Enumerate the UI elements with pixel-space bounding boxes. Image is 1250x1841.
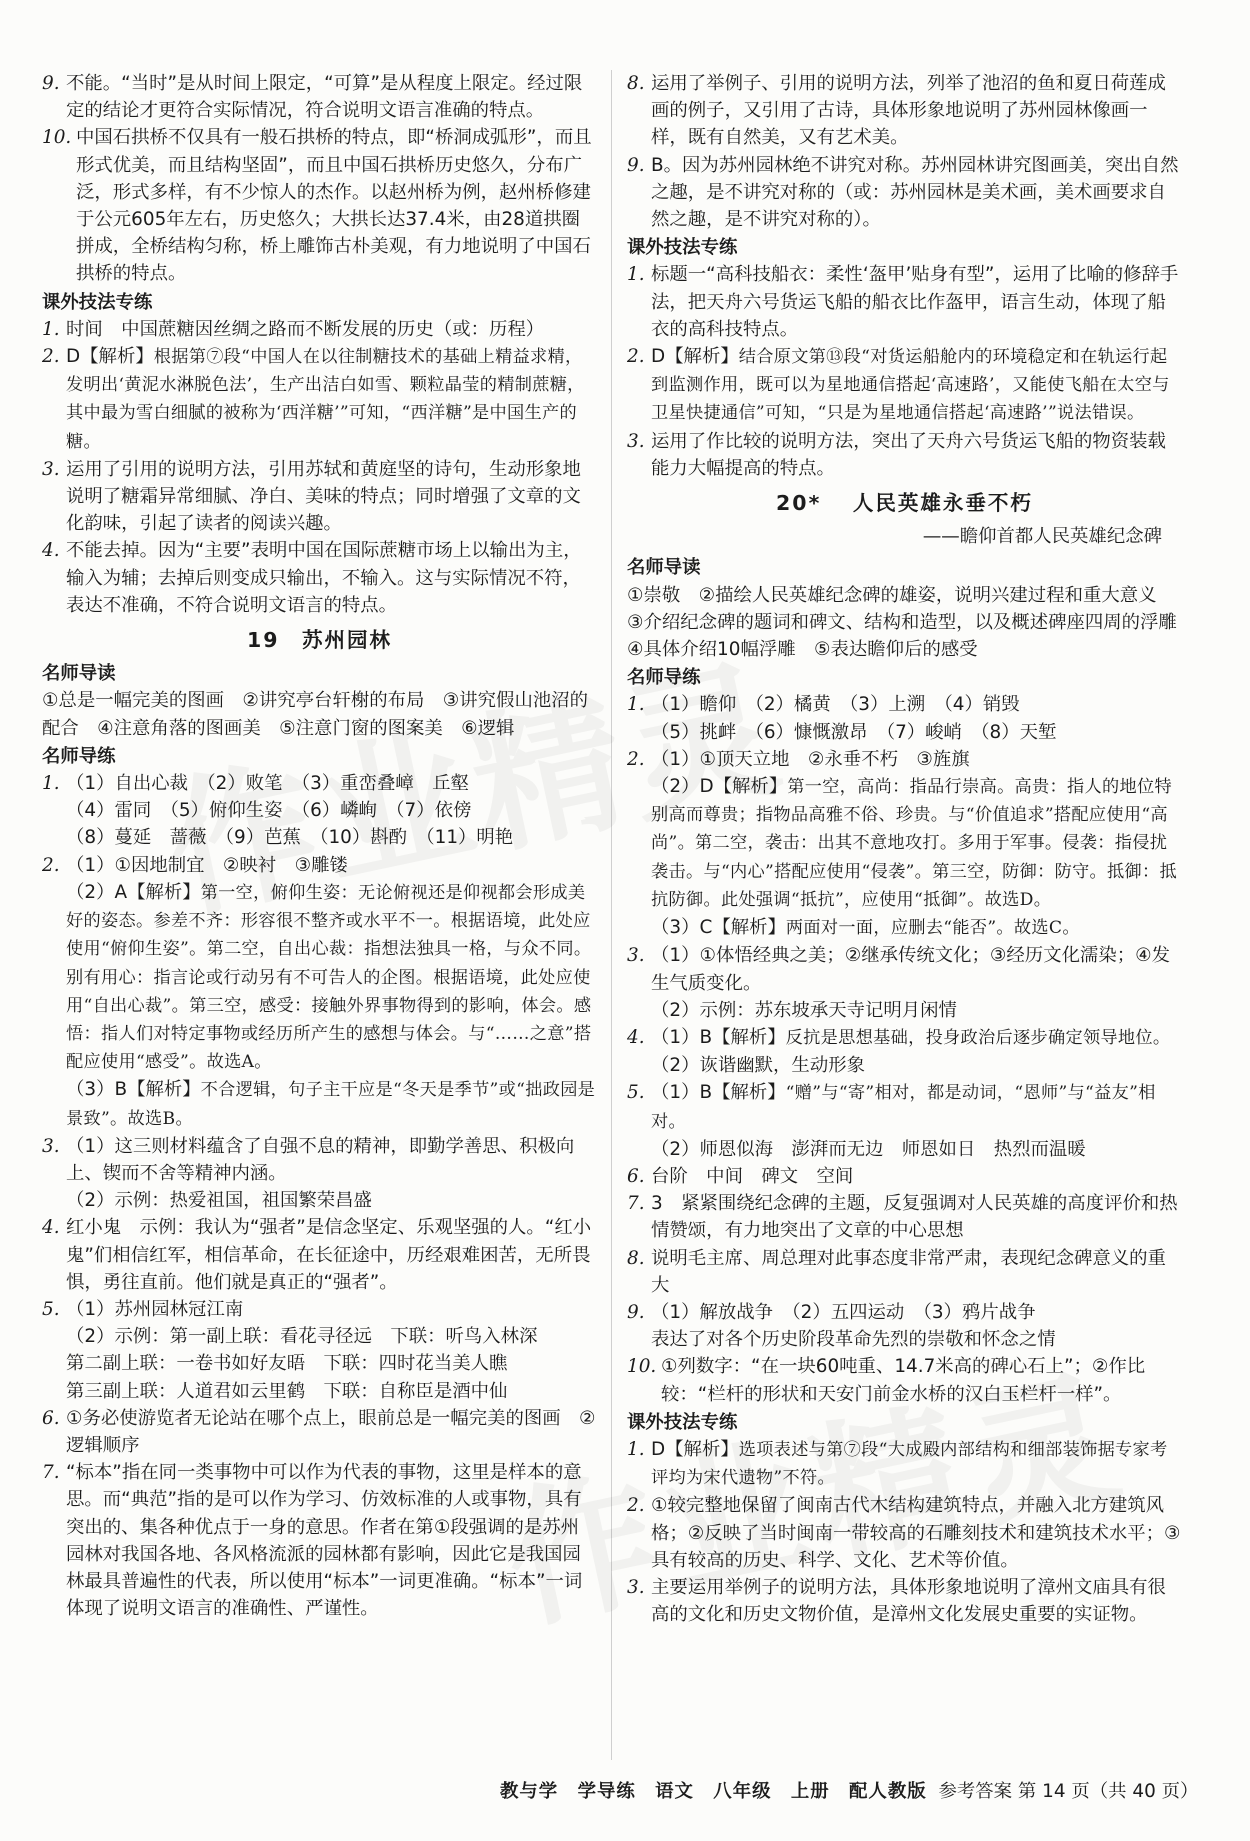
- answer-item: [627, 70, 1182, 152]
- answer-lead: （1）B【解析】: [651, 1026, 786, 1048]
- answer-text: [651, 261, 1182, 343]
- item-number: 9.: [42, 73, 60, 94]
- answer-page: [42, 70, 1208, 1760]
- answer-item: [627, 1436, 1182, 1492]
- answer-text: [651, 152, 1182, 234]
- answer-lead: D【解析】: [651, 1438, 739, 1460]
- answer-item: [42, 1133, 597, 1187]
- explanation-text: 两面对一面，应删去“能否”。故选C。: [785, 918, 1080, 939]
- answer-item: [627, 746, 1182, 773]
- answer-item: [627, 261, 1182, 343]
- item-number: 2.: [627, 748, 645, 770]
- answer-item: [627, 1024, 1182, 1052]
- answer-text: [76, 124, 597, 287]
- answer-item: [42, 316, 597, 343]
- answer-item: [42, 1405, 597, 1459]
- answer-lead: ①崇敬 ②描绘人民英雄纪念碑的雄姿，说明兴建过程和重大意义 ③介绍纪念碑的题词和碑文、结构和造型，以及概述碑座四周的浮雕 ④具体介绍10幅浮雕 ⑤表达瞻仰后的感受: [627, 584, 1196, 661]
- answer-text: [651, 691, 1182, 718]
- answer-text: [66, 456, 597, 538]
- answer-item: [42, 70, 597, 124]
- answer-lead: （1）苏州园林冠江南: [66, 1298, 244, 1320]
- explanation-text: 反抗是思想基础，投身政治后逐步确定领导地位。: [785, 1027, 1171, 1048]
- answer-lead: （1）①因地制宜 ②映衬 ③雕镂: [66, 854, 348, 876]
- answer-item: [627, 942, 1182, 996]
- item-number: 7.: [627, 1193, 645, 1215]
- item-number: 3.: [627, 945, 645, 967]
- sub-answer: [42, 1187, 597, 1214]
- section-heading: 名师导练: [42, 745, 116, 767]
- left-column: [42, 70, 597, 1622]
- answer-lead: 运用了引用的说明方法，引用苏轼和黄庭坚的诗句，生动形象地说明了糖霜异常细腻、净白、美味的特点；同时增强了文章的文化韵味，引起了读者的阅读兴趣。: [66, 458, 581, 535]
- sub-answer-text: （8）蔓延 蔷薇 （9）芭蕉 （10）斟酌 （11）明艳: [66, 827, 514, 849]
- answer-text: [651, 1163, 1182, 1190]
- item-number: 1.: [627, 694, 645, 716]
- answer-text: [66, 316, 597, 343]
- section-heading: 课外技法专练: [627, 1411, 738, 1433]
- answer-text: [651, 70, 1182, 152]
- answer-lead: 台阶 中间 碑文 空间: [651, 1165, 854, 1187]
- answer-text: [66, 1214, 597, 1296]
- sub-answer-text: （3）B【解析】: [66, 1079, 201, 1101]
- item-number: 10.: [42, 127, 72, 149]
- answer-text: [651, 1436, 1182, 1492]
- sub-answer: [42, 1350, 597, 1377]
- item-number: 8.: [627, 1247, 645, 1269]
- sub-answer: [42, 1323, 597, 1350]
- answer-item: [42, 456, 597, 538]
- answer-text: [66, 1405, 597, 1459]
- answer-lead: 中国石拱桥不仅具有一般石拱桥的特点，即“桥洞成弧形”，而且形式优美，而且结构坚固”，而且中国石拱桥历史悠久，分布广泛，形式多样，有不少惊人的杰作。以赵州桥为例，赵州桥修建于公元605年左右，历史悠久；大拱长达37.4米，由28道拱圈拼成，全桥结构匀称，桥上雕饰古朴美观，有力地说明了中国石拱桥的特点。: [76, 127, 592, 285]
- explanation-text: 第一空，高尚：指品行崇高。高贵：指人的地位特别高而尊贵；指物品高雅不俗、珍贵。与“价值追求”搭配应使用“高尚”。第二空，袭击：出其不意地攻打。多用于军事。侵袭：指侵扰袭击。与“内心”搭配应使用“侵袭”。第三空，防御：防守。抵御：抵抗防御。此处强调“抵抗”，应使用“抵御”。故选D。: [651, 777, 1177, 910]
- item-number: 2.: [42, 854, 60, 876]
- answer-text: [42, 687, 597, 741]
- explanation-text: 不合逻辑，句子主干应是“冬天是季节”或“拙政园是景致”。故选B。: [66, 1080, 596, 1129]
- sub-answer: [42, 1076, 597, 1132]
- sub-answer-text: 第二副上联：一卷书如好友晤 下联：四时花当美人瞧: [66, 1353, 508, 1375]
- sub-answer-text: 表达了对各个历史阶段革命先烈的崇敬和怀念之情: [651, 1329, 1056, 1351]
- item-number: 4.: [42, 1217, 60, 1239]
- right-column: [627, 70, 1196, 1628]
- answer-text: [66, 1133, 597, 1187]
- sub-answer: [627, 773, 1182, 914]
- sub-answer-text: （2）师恩似海 澎湃而无边 师恩如日 热烈而温暖: [651, 1138, 1086, 1160]
- section-heading: 课外技法专练: [42, 291, 153, 313]
- explanation-text: 根据第⑦段“中国人在以往制糖技术的基础上精益求精，发明出‘黄泥水淋脱色法’，生产出洁白如雪、颗粒晶莹的精制蔗糖，其中最为雪白细腻的被称为‘西洋糖’”可知，“西洋糖”是中国生产的糖。: [66, 347, 585, 452]
- item-number: 2.: [42, 346, 60, 368]
- answer-item: [627, 1190, 1182, 1244]
- answer-item: [627, 1245, 1182, 1299]
- answer-item: [627, 343, 1182, 428]
- answer-lead: 不能。“当时”是从时间上限定，“可算”是从程度上限定。经过限定的结论才更符合实际情况，符合说明文语言准确的特点。: [66, 73, 583, 122]
- answer-text: [661, 1353, 1182, 1407]
- answer-item: [627, 1299, 1182, 1326]
- item-number: 3.: [42, 1135, 60, 1157]
- sub-answer-text: （2）示例：苏东坡承天寺记明月闲情: [651, 999, 957, 1021]
- answer-lead: （1）自出心裁 （2）败笔 （3）重峦叠嶂 丘壑: [66, 773, 469, 795]
- answer-text: [651, 1024, 1182, 1052]
- explanation-text: 选项表述与第⑦段“大成殿内部结构和细部装饰据专家考评均为宋代遗物”不符。: [651, 1439, 1168, 1489]
- answer-lead: ①较完整地保留了闽南古代木结构建筑特点，并融入北方建筑风格；②反映了当时闽南一带较高的石雕刻技术和建筑技术水平；③具有较高的历史、科学、文化、艺术等价值。: [651, 1495, 1181, 1571]
- item-number: 10.: [627, 1356, 657, 1378]
- sub-answer-text: （2）示例：第一副上联：看花寻径远 下联：听鸟入林深: [66, 1326, 538, 1348]
- answer-text: [651, 1574, 1182, 1628]
- sub-answer-text: （4）雷同 （5）俯仰生姿 （6）嶙峋 （7）依傍: [66, 800, 472, 822]
- answer-lead: 说明毛主席、周总理对此事态度非常严肃，表现纪念碑意义的重大: [651, 1247, 1166, 1296]
- answer-item: [42, 343, 597, 456]
- answer-text: [627, 582, 1196, 664]
- sub-answer: [627, 719, 1182, 746]
- answer-item: [627, 1574, 1182, 1628]
- sub-answer-text: （3）C【解析】: [651, 917, 786, 939]
- answer-lead: （1）①体悟经典之美；②继承传统文化；③经历文化濡染；④发生气质变化。: [651, 945, 1171, 994]
- page-footer: [500, 1777, 1198, 1803]
- item-number: 7.: [42, 1462, 60, 1484]
- sub-answer: [627, 1136, 1182, 1163]
- answer-text: [651, 1245, 1182, 1299]
- sub-answer: [42, 879, 597, 1076]
- item-number: 5.: [42, 1298, 60, 1320]
- answer-text: [651, 942, 1182, 996]
- answer-item: [42, 1214, 597, 1296]
- answer-item: [627, 1079, 1182, 1135]
- item-number: 3.: [627, 430, 645, 452]
- item-number: 4.: [42, 540, 60, 562]
- item-number: 2.: [627, 346, 645, 368]
- answer-lead: 运用了作比较的说明方法，突出了天舟六号货运飞船的物资装载能力大幅提高的特点。: [651, 430, 1166, 479]
- section-heading: 名师导读: [42, 663, 116, 685]
- footer-series: 教与学 学导练 语文 八年级 上册 配人教版: [500, 1781, 927, 1802]
- answer-item: [627, 582, 1196, 664]
- answer-lead: 运用了举例子、引用的说明方法，列举了池沼的鱼和夏日荷莲成画的例子，又引用了古诗，具体形象地说明了苏州园林像画一样，既有自然美，又有艺术美。: [651, 73, 1166, 149]
- section-heading: 课外技法专练: [627, 237, 738, 259]
- sub-answer-text: （2）示例：热爱祖国，祖国繁荣昌盛: [66, 1190, 372, 1212]
- sub-answer-text: 第三副上联：人道君如云里鹤 下联：自称臣是酒中仙: [66, 1380, 508, 1402]
- item-number: 5.: [627, 1082, 645, 1104]
- sub-answer: [42, 1378, 597, 1405]
- answer-item: [42, 1459, 597, 1622]
- item-number: 1.: [627, 1438, 645, 1460]
- answer-lead: “标本”指在同一类事物中可以作为代表的事物，这里是样本的意思。而“典范”指的是可以作为学习、仿效标准的人或事物，具有突出的、集各种优点于一身的意思。作者在第①段强调的是苏州园林对我国各地、各风格流派的园林都有影响，因此它是我国园林最具普遍性的代表，所以使用“标本”一词更准确。“标本”一词体现了说明文语言的准确性、严谨性。: [66, 1462, 583, 1620]
- explanation-text: “赠”与“寄”相对，都是动词，“恩师”与“益友”相对。: [651, 1083, 1156, 1132]
- item-number: 1.: [42, 318, 60, 340]
- answer-item: [42, 770, 597, 797]
- sub-answer: [627, 1326, 1182, 1353]
- footer-answers: 参考答案: [938, 1781, 1013, 1802]
- answer-text: [651, 1299, 1182, 1326]
- sub-answer: [627, 914, 1182, 942]
- sub-answer: [627, 997, 1182, 1024]
- answer-item: [627, 691, 1182, 718]
- answer-item: [42, 537, 597, 619]
- item-number: 6.: [627, 1165, 645, 1187]
- answer-lead: ①总是一幅完美的图画 ②讲究亭台轩榭的布局 ③讲究假山池沼的配合 ④注意角落的图画美 ⑤注意门窗的图案美 ⑥逻辑: [42, 690, 589, 739]
- answer-item: [627, 1353, 1182, 1407]
- answer-lead: ①列数字：“在一块60吨重、14.7米高的碑心石上”；②作比较：“栏杆的形状和天安门前金水桥的汉白玉栏杆一样”。: [661, 1356, 1146, 1405]
- answer-lead: B。因为苏州园林绝不讲究对称。苏州园林讲究图画美，突出自然之趣，是不讲究对称的（或：苏州园林是美术画，美术画要求自然之趣，是不讲究对称的）。: [651, 154, 1179, 231]
- answer-lead: ①务必使游览者无论站在哪个点上，眼前总是一幅完美的图画 ②逻辑顺序: [66, 1407, 596, 1456]
- answer-text: [66, 70, 597, 124]
- answer-item: [627, 428, 1182, 482]
- answer-text: [651, 1492, 1182, 1574]
- answer-text: [66, 1296, 597, 1323]
- answer-lead: 主要运用举例子的说明方法，具体形象地说明了漳州文庙具有很高的文化和历史文物价值，是漳州文化发展史重要的实证物。: [651, 1576, 1166, 1626]
- section-heading: 名师导练: [627, 667, 701, 689]
- answer-text: [66, 343, 597, 456]
- answer-lead: 红小鬼 示例：我认为“强者”是信念坚定、乐观坚强的人。“红小鬼”们相信红军，相信革命，在长征途中，历经艰难困苦，无所畏惧，勇往直前。他们就是真正的“强者”。: [66, 1217, 592, 1293]
- answer-item: [627, 152, 1182, 234]
- answer-lead: D【解析】: [66, 346, 154, 368]
- sub-answer: [627, 1052, 1182, 1079]
- answer-lead: 标题一“高科技船衣：柔性‘盔甲’贴身有型”，运用了比喻的修辞手法，把天舟六号货运飞船的船衣比作盔甲，语言生动，体现了船衣的高科技特点。: [651, 264, 1179, 340]
- item-number: 9.: [627, 154, 645, 176]
- sub-answer-text: （2）D【解析】: [651, 776, 788, 798]
- answer-lead: 不能去掉。因为“主要”表明中国在国际蔗糖市场上以输出为主，输入为辅；去掉后则变成只输出，不输入。这与实际情况不符，表达不准确，不符合说明文语言的特点。: [66, 540, 582, 616]
- answer-lead: D【解析】: [651, 346, 739, 368]
- answer-item: [627, 1163, 1182, 1190]
- answer-item: [42, 124, 597, 287]
- lesson-title: 20* 人民英雄永垂不朽: [776, 491, 1033, 516]
- answer-item: [42, 852, 597, 879]
- answer-text: [651, 746, 1182, 773]
- answer-lead: 时间 中国蔗糖因丝绸之路而不断发展的历史（或：历程）: [66, 318, 545, 340]
- sub-answer-text: （2）A【解析】: [66, 881, 201, 903]
- answer-lead: （1）解放战争 （2）五四运动 （3）鸦片战争: [651, 1301, 1036, 1323]
- item-number: 3.: [627, 1576, 645, 1598]
- answer-text: [66, 1459, 597, 1622]
- item-number: 3.: [42, 458, 60, 480]
- column-divider: [611, 70, 612, 1760]
- answer-item: [42, 687, 597, 741]
- answer-lead: （1）瞻仰 （2）橘黄 （3）上溯 （4）销毁: [651, 694, 1020, 716]
- answer-text: [651, 1079, 1182, 1135]
- footer-page-number: 第 14 页（共 40 页）: [1017, 1781, 1199, 1802]
- answer-lead: 3 紧紧围绕纪念碑的主题，反复强调对人民英雄的高度评价和热情赞颂，有力地突出了文章的中心思想: [651, 1193, 1178, 1242]
- explanation-text: 结合原文第⑬段“对货运船舱内的环境稳定和在轨运行起到监测作用，既可以为星地通信搭起‘高速路’，又能使飞船在太空与卫星快捷通信”可知，“只是为星地通信搭起‘高速路’”说法错误。: [651, 347, 1170, 424]
- answer-lead: （1）这三则材料蕴含了自强不息的精神，即勤学善思、积极向上、锲而不舍等精神内涵。: [66, 1135, 575, 1184]
- item-number: 9.: [627, 1301, 645, 1323]
- lesson-title: 19 苏州园林: [246, 628, 393, 653]
- answer-text: [66, 770, 597, 797]
- sub-answer-text: （2）诙谐幽默，生动形象: [651, 1055, 865, 1077]
- explanation-text: 第一空，俯仰生姿：无论俯视还是仰视都会形成美好的姿态。参差不齐：形容很不整齐或水平不一。根据语境，此处应使用“俯仰生姿”。第二空，自出心裁：指想法独具一格，与众不同。别有用心：指言论或行动另有不可告人的企图。根据语境，此处应使用“自出心裁”。第三空，感受：接触外界事物得到的影响，体会。感悟：指人们对特定事物或经历所产生的感想与体会。与“……之意”搭配应使用“感受”。故选A。: [66, 882, 592, 1073]
- answer-lead: （1）①顶天立地 ②永垂不朽 ③旌旗: [651, 748, 970, 770]
- sub-answer: [42, 824, 597, 851]
- answer-item: [627, 1492, 1182, 1574]
- item-number: 4.: [627, 1026, 645, 1048]
- sub-answer-text: （5）挑衅 （6）慷慨激昂 （7）峻峭 （8）天堑: [651, 721, 1057, 743]
- answer-lead: （1）B【解析】: [651, 1082, 786, 1104]
- answer-text: [66, 537, 597, 619]
- item-number: 8.: [627, 73, 645, 94]
- answer-text: [651, 1190, 1182, 1244]
- item-number: 1.: [42, 773, 60, 795]
- item-number: 2.: [627, 1495, 645, 1517]
- item-number: 6.: [42, 1407, 60, 1429]
- sub-answer: [42, 797, 597, 824]
- item-number: 1.: [627, 264, 645, 286]
- answer-item: [42, 1296, 597, 1323]
- lesson-subtitle: ——瞻仰首都人民英雄纪念碑: [922, 526, 1162, 548]
- section-heading: 名师导读: [627, 557, 701, 579]
- answer-text: [651, 428, 1182, 482]
- answer-text: [66, 852, 597, 879]
- answer-text: [651, 343, 1182, 428]
